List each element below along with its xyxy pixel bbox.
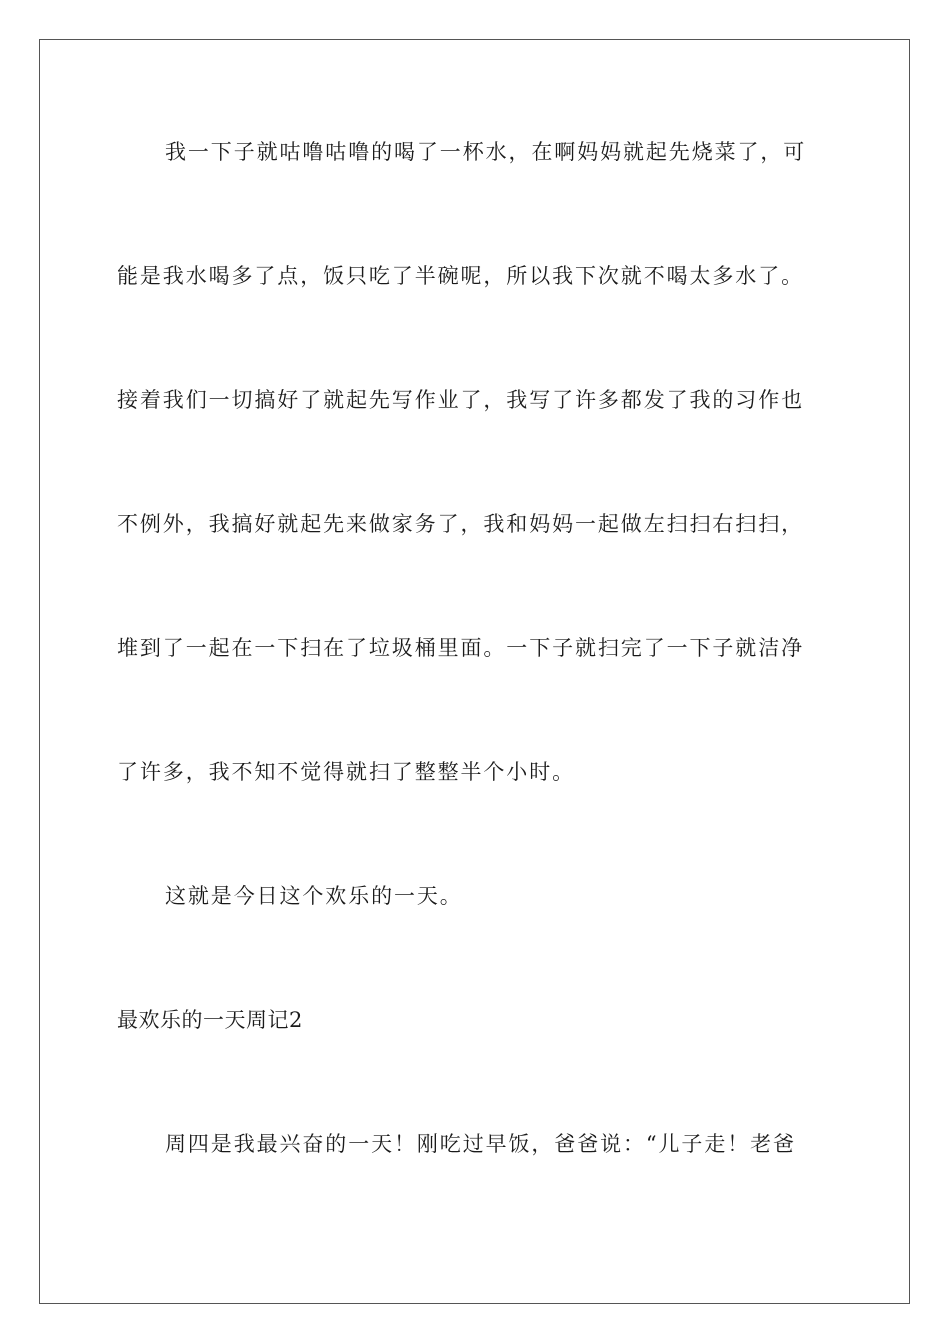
paragraph-line-3: 接着我们一切搞好了就起先写作业了，我写了许多都发了我的习作也 [117, 388, 804, 412]
page-frame [39, 39, 910, 1304]
paragraph-line-4: 不例外，我搞好就起先来做家务了，我和妈妈一起做左扫扫右扫扫， [117, 512, 804, 536]
paragraph-line-1: 我一下子就咕噜咕噜的喝了一杯水，在啊妈妈就起先烧菜了，可 [165, 140, 807, 164]
paragraph-line-9: 周四是我最兴奋的一天！刚吃过早饭，爸爸说：“儿子走！老爸 [165, 1132, 796, 1156]
paragraph-line-5: 堆到了一起在一下扫在了垃圾桶里面。一下子就扫完了一下子就洁净 [117, 636, 804, 660]
section-title: 最欢乐的一天周记2 [117, 1008, 303, 1032]
paragraph-line-7: 这就是今日这个欢乐的一天。 [165, 884, 463, 908]
paragraph-line-2: 能是我水喝多了点，饭只吃了半碗呢，所以我下次就不喝太多水了。 [117, 264, 804, 288]
paragraph-line-6: 了许多，我不知不觉得就扫了整整半个小时。 [117, 760, 575, 784]
